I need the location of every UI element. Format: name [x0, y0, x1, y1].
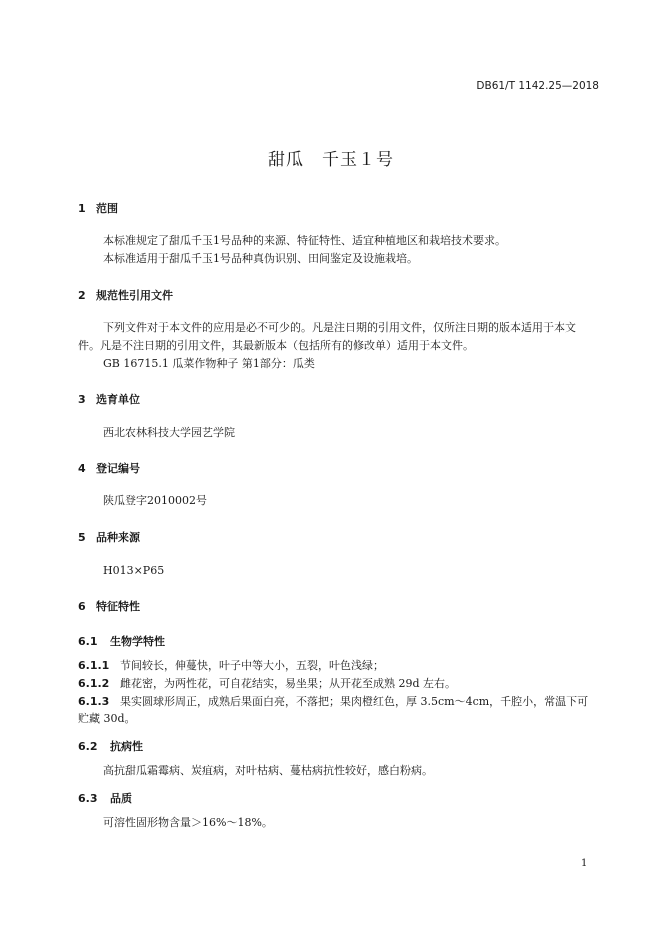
section-4-heading [78, 460, 140, 476]
section-1-heading [78, 200, 118, 216]
section-title: 品质 [110, 792, 132, 805]
section-2-paragraph-line-2: 件。凡是不注日期的引用文件，其最新版本（包括所有的修改单）适用于本文件。 [78, 339, 474, 352]
section-1-paragraph-1: 本标准规定了甜瓜千玉1号品种的来源、特征特性、适宜种植地区和栽培技术要求。 [103, 234, 506, 247]
section-title: 登记编号 [96, 462, 140, 475]
clause-6-1-3 [78, 694, 588, 710]
standard-code: DB61/T 1142.25—2018 [476, 80, 599, 92]
normative-reference: GB 16715.1 瓜菜作物种子 第1部分：瓜类 [103, 357, 315, 370]
section-title: 规范性引用文件 [96, 289, 173, 302]
section-number: 4 [78, 462, 86, 475]
section-title: 特征特性 [96, 600, 140, 613]
section-title: 品种来源 [96, 531, 140, 544]
document-title: 甜瓜 千玉１号 [268, 150, 394, 170]
section-3-heading [78, 391, 140, 407]
section-title: 选育单位 [96, 393, 140, 406]
section-number: 6.1 [78, 635, 98, 648]
section-6-1-heading [78, 633, 165, 649]
section-6-heading [78, 598, 140, 614]
section-number: 2 [78, 289, 86, 302]
clause-6-1-1 [78, 658, 384, 674]
clause-text: 果实圆球形周正，成熟后果面白亮，不落把；果肉橙红色，厚 3.5cm～4cm，千腔小，常温下可 [120, 695, 589, 708]
section-number: 3 [78, 393, 86, 406]
section-title: 抗病性 [110, 740, 143, 753]
disease-resistance: 高抗甜瓜霜霉病、炭疽病，对叶枯病、蔓枯病抗性较好，感白粉病。 [103, 764, 433, 777]
section-2-paragraph-line-1: 下列文件对于本文件的应用是必不可少的。凡是注日期的引用文件，仅所注日期的版本适用于本文 [103, 321, 576, 334]
clause-6-1-2 [78, 676, 456, 692]
section-number: 6 [78, 600, 86, 613]
section-5-heading [78, 529, 140, 545]
section-6-3-heading [78, 790, 132, 806]
clause-number: 6.1.1 [78, 659, 110, 672]
section-number: 6.2 [78, 740, 98, 753]
section-number: 5 [78, 531, 86, 544]
clause-number: 6.1.3 [78, 695, 110, 708]
registration-number: 陕瓜登字2010002号 [103, 494, 207, 507]
variety-source: H013×P65 [103, 564, 165, 577]
section-1-paragraph-2: 本标准适用于甜瓜千玉1号品种真伪识别、田间鉴定及设施栽培。 [103, 252, 418, 265]
section-title: 生物学特性 [110, 635, 165, 648]
clause-text: 雌花密，为两性花，可自花结实，易坐果；从开花至成熟 29d 左右。 [120, 677, 457, 690]
clause-6-1-3-continued: 贮藏 30d。 [78, 712, 136, 725]
page-number: 1 [581, 858, 588, 869]
section-6-2-heading [78, 738, 143, 754]
section-number: 1 [78, 202, 86, 215]
clause-number: 6.1.2 [78, 677, 110, 690]
section-title: 范围 [96, 202, 118, 215]
clause-text: 节间较长，伸蔓快，叶子中等大小，五裂，叶色浅绿； [120, 659, 384, 672]
section-2-heading [78, 287, 173, 303]
section-number: 6.3 [78, 792, 98, 805]
breeding-unit: 西北农林科技大学园艺学院 [103, 426, 235, 439]
quality-soluble-solids: 可溶性固形物含量＞16%～18%。 [103, 816, 273, 829]
